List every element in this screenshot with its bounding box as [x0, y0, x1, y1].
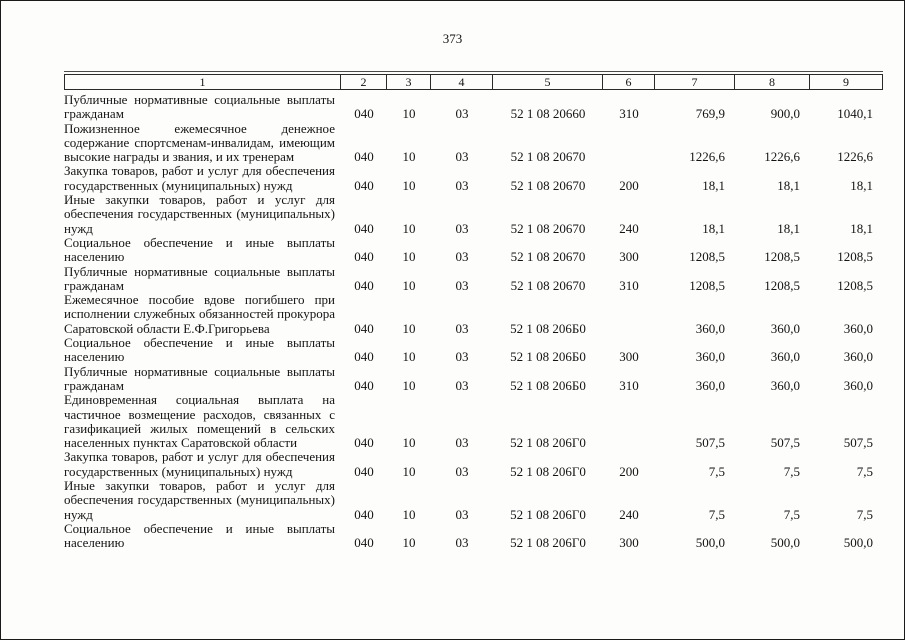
amount-col9: 360,0 — [843, 377, 873, 393]
header-cell-2: 2 — [341, 74, 387, 90]
amount-col8: 360,0 — [770, 349, 800, 365]
code-col3: 10 — [402, 177, 416, 193]
amount-col7: 500,0 — [695, 535, 725, 551]
classification-code: 52 1 08 20670 — [510, 249, 586, 265]
code-col4: 03 — [455, 277, 469, 293]
code-col3: 10 — [402, 249, 416, 265]
expense-name: Социальное обеспечение и иные выплаты населению — [64, 335, 335, 365]
classification-code: 52 1 08 20670 — [510, 149, 586, 165]
amount-col9: 18,1 — [850, 220, 873, 236]
code-col4: 03 — [455, 177, 469, 193]
table-row — [64, 236, 883, 265]
code-col3: 10 — [402, 377, 416, 393]
expense-type-code: 310 — [619, 106, 639, 122]
header-cell-9: 9 — [810, 74, 883, 90]
code-col2: 040 — [354, 106, 374, 122]
amount-col9: 360,0 — [843, 349, 873, 365]
code-col2: 040 — [354, 177, 374, 193]
amount-col8: 7,5 — [783, 463, 800, 479]
table-row — [64, 293, 883, 336]
code-col4: 03 — [455, 377, 469, 393]
table-row — [64, 93, 883, 122]
amount-col7: 18,1 — [702, 177, 725, 193]
code-col2: 040 — [354, 249, 374, 265]
table-row — [64, 365, 883, 394]
amount-col8: 18,1 — [777, 220, 800, 236]
amount-col8: 900,0 — [770, 106, 800, 122]
code-col3: 10 — [402, 506, 416, 522]
code-col2: 040 — [354, 535, 374, 551]
table-row — [64, 164, 883, 193]
header-cell-8: 8 — [735, 74, 810, 90]
expense-name: Социальное обеспечение и иные выплаты населению — [64, 234, 335, 265]
code-col3: 10 — [402, 277, 416, 293]
amount-col7: 360,0 — [695, 377, 725, 393]
table-row — [64, 336, 883, 365]
code-col4: 03 — [455, 106, 469, 122]
budget-expenditure-table — [64, 71, 883, 551]
amount-col7: 7,5 — [708, 506, 725, 522]
classification-code: 52 1 08 20670 — [510, 177, 586, 193]
expense-name: Ежемесячное пособие вдове погибшего при исполнении служебных обязанностей прокурора Саратовской области Е.Ф.Григорьева — [64, 292, 335, 336]
amount-col7: 1208,5 — [689, 249, 725, 265]
expense-type-code: 310 — [619, 277, 639, 293]
expense-name: Единовременная социальная выплата на частичное возмещение расходов, связанных с газификацией жилых помещений в сельских населенных пунктах Саратовской области — [64, 392, 335, 451]
expense-type-code: 300 — [619, 535, 639, 551]
code-col3: 10 — [402, 435, 416, 451]
code-col2: 040 — [354, 506, 374, 522]
amount-col8: 1226,6 — [764, 149, 800, 165]
table-row — [64, 479, 883, 522]
header-cell-5: 5 — [493, 74, 603, 90]
header-cell-4: 4 — [431, 74, 493, 90]
classification-code: 52 1 08 20660 — [510, 106, 586, 122]
classification-code: 52 1 08 206Г0 — [510, 535, 586, 551]
amount-col7: 18,1 — [702, 220, 725, 236]
expense-type-code: 240 — [619, 220, 639, 236]
amount-col9: 7,5 — [856, 506, 873, 522]
amount-col7: 360,0 — [695, 349, 725, 365]
expense-type-code: 300 — [619, 249, 639, 265]
code-col4: 03 — [455, 535, 469, 551]
expense-name: Социальное обеспечение и иные выплаты населению — [64, 520, 335, 551]
classification-code: 52 1 08 20670 — [510, 220, 586, 236]
table-row — [64, 450, 883, 479]
table-row — [64, 522, 883, 551]
table-header-row — [64, 74, 883, 90]
code-col4: 03 — [455, 463, 469, 479]
page-number: 373 — [442, 31, 463, 46]
code-col4: 03 — [455, 506, 469, 522]
expense-type-code: 240 — [619, 506, 639, 522]
code-col3: 10 — [402, 320, 416, 336]
classification-code: 52 1 08 206Б0 — [510, 377, 586, 393]
code-col2: 040 — [354, 220, 374, 236]
table-row — [64, 193, 883, 236]
classification-code: 52 1 08 206Б0 — [510, 349, 586, 365]
code-col4: 03 — [455, 320, 469, 336]
amount-col9: 1208,5 — [837, 249, 873, 265]
code-col2: 040 — [354, 277, 374, 293]
code-col3: 10 — [402, 535, 416, 551]
table-row — [64, 393, 883, 450]
expense-name: Закупка товаров, работ и услуг для обеспечения государственных (муниципальных) нужд — [64, 449, 335, 479]
amount-col9: 7,5 — [856, 463, 873, 479]
amount-col9: 1226,6 — [837, 149, 873, 165]
expense-name: Пожизненное ежемесячное денежное содержание спортсменам-инвалидам, имеющим высокие награды и звания, и их тренерам — [64, 120, 335, 165]
expense-name: Иные закупки товаров, работ и услуг для обеспечения государственных (муниципальных) нужд — [64, 478, 335, 522]
code-col3: 10 — [402, 220, 416, 236]
classification-code: 52 1 08 20670 — [510, 277, 586, 293]
amount-col9: 507,5 — [843, 435, 873, 451]
expense-name: Публичные нормативные социальные выплаты гражданам — [64, 363, 335, 393]
expense-name: Закупка товаров, работ и услуг для обеспечения государственных (муниципальных) нужд — [64, 163, 335, 193]
code-col3: 10 — [402, 463, 416, 479]
code-col4: 03 — [455, 249, 469, 265]
classification-code: 52 1 08 206Г0 — [510, 506, 586, 522]
expense-type-code: 200 — [619, 177, 639, 193]
code-col2: 040 — [354, 377, 374, 393]
code-col2: 040 — [354, 435, 374, 451]
expense-type-code: 200 — [619, 463, 639, 479]
amount-col8: 1208,5 — [764, 249, 800, 265]
amount-col7: 1208,5 — [689, 277, 725, 293]
code-col2: 040 — [354, 463, 374, 479]
amount-col9: 1208,5 — [837, 277, 873, 293]
amount-col9: 500,0 — [843, 535, 873, 551]
amount-col8: 500,0 — [770, 535, 800, 551]
expense-type-code: 300 — [619, 349, 639, 365]
amount-col9: 18,1 — [850, 177, 873, 193]
expense-name: Публичные нормативные социальные выплаты гражданам — [64, 92, 335, 122]
classification-code: 52 1 08 206Г0 — [510, 463, 586, 479]
code-col4: 03 — [455, 435, 469, 451]
amount-col7: 360,0 — [695, 320, 725, 336]
amount-col9: 1040,1 — [837, 106, 873, 122]
header-cell-6: 6 — [603, 74, 655, 90]
table-body — [64, 93, 883, 551]
code-col2: 040 — [354, 320, 374, 336]
code-col4: 03 — [455, 349, 469, 365]
table-row — [64, 265, 883, 294]
expense-type-code: 310 — [619, 377, 639, 393]
code-col3: 10 — [402, 349, 416, 365]
expense-name: Иные закупки товаров, работ и услуг для обеспечения государственных (муниципальных) нужд — [64, 192, 335, 236]
code-col3: 10 — [402, 106, 416, 122]
amount-col7: 507,5 — [695, 435, 725, 451]
amount-col8: 360,0 — [770, 320, 800, 336]
amount-col7: 769,9 — [695, 106, 725, 122]
amount-col8: 7,5 — [783, 506, 800, 522]
code-col3: 10 — [402, 149, 416, 165]
table-row — [64, 122, 883, 165]
header-cell-7: 7 — [655, 74, 735, 90]
header-cell-1: 1 — [64, 74, 341, 90]
amount-col7: 1226,6 — [689, 149, 725, 165]
amount-col7: 7,5 — [708, 463, 725, 479]
code-col2: 040 — [354, 149, 374, 165]
code-col4: 03 — [455, 149, 469, 165]
table-top-rule — [64, 71, 883, 72]
expense-name: Публичные нормативные социальные выплаты гражданам — [64, 263, 335, 293]
code-col2: 040 — [354, 349, 374, 365]
header-cell-3: 3 — [387, 74, 431, 90]
amount-col8: 507,5 — [770, 435, 800, 451]
code-col4: 03 — [455, 220, 469, 236]
amount-col9: 360,0 — [843, 320, 873, 336]
classification-code: 52 1 08 206Г0 — [510, 435, 586, 451]
amount-col8: 360,0 — [770, 377, 800, 393]
amount-col8: 1208,5 — [764, 277, 800, 293]
amount-col8: 18,1 — [777, 177, 800, 193]
classification-code: 52 1 08 206Б0 — [510, 320, 586, 336]
